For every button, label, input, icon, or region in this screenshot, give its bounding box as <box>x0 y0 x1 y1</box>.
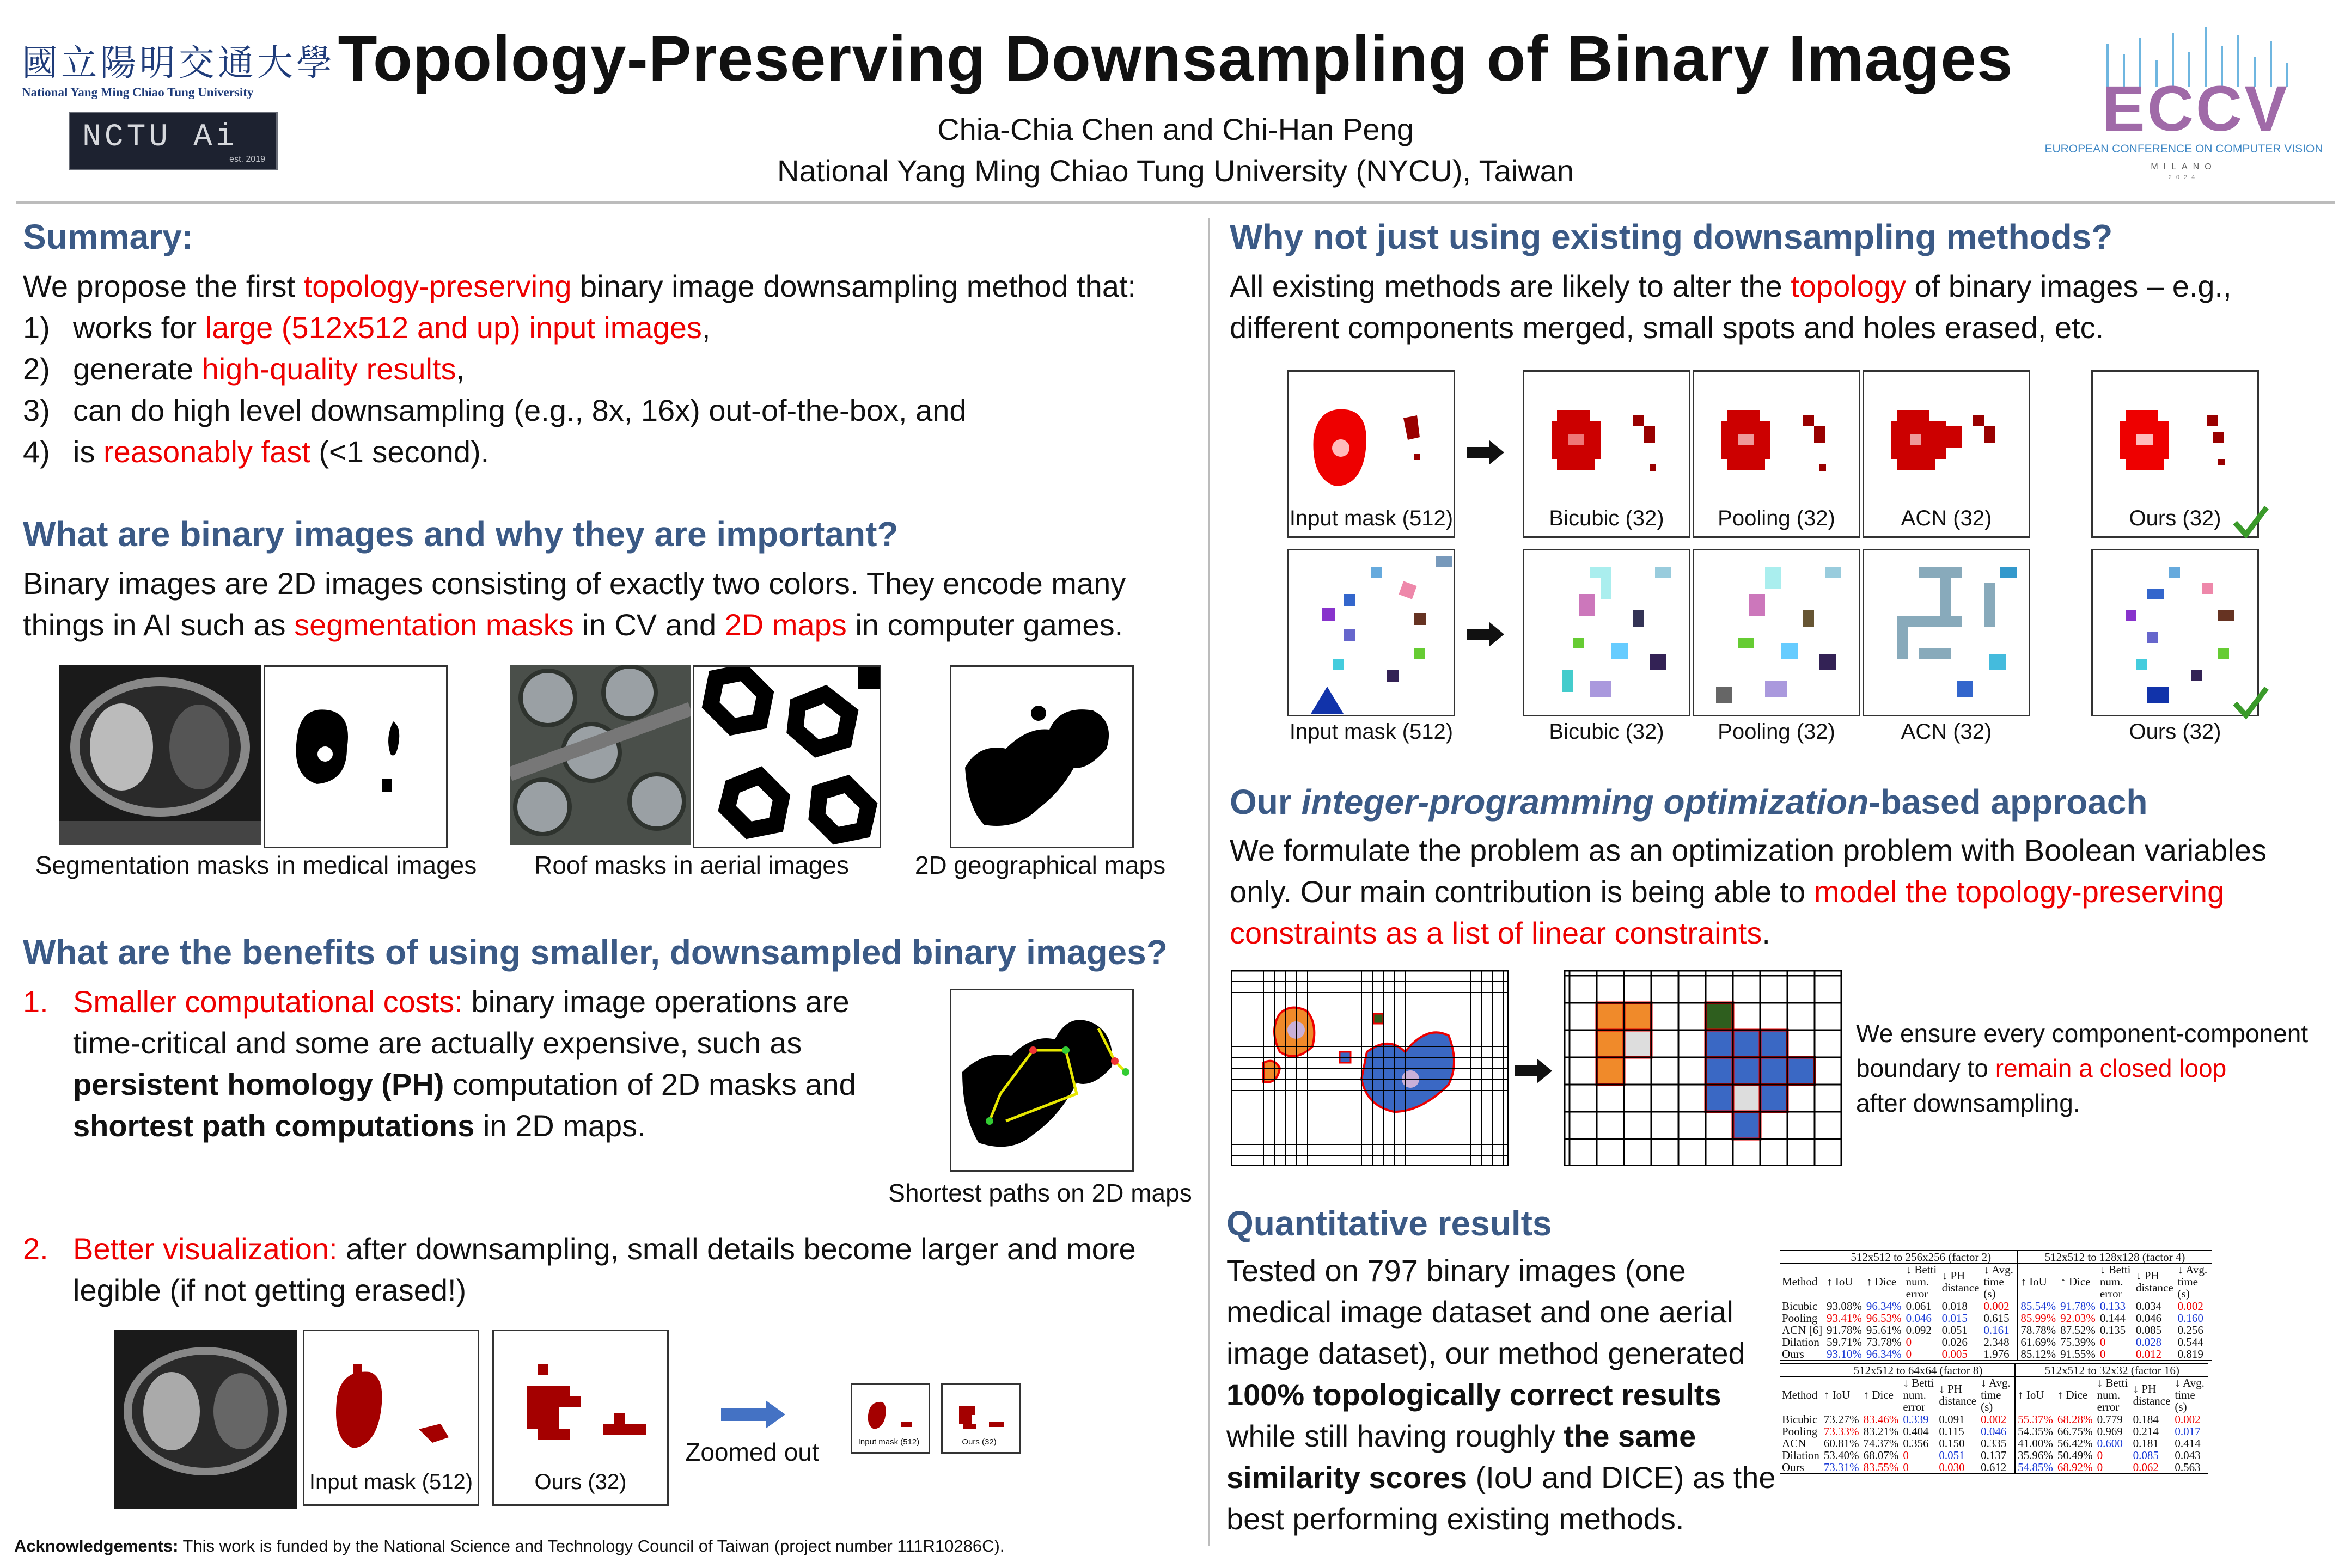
table-cell: 0.115 <box>1939 1425 1964 1438</box>
caption-aerial: Roof masks in aerial images <box>534 851 849 879</box>
affiliation: National Yang Ming Chiao Tung University (NYCU), Taiwan <box>777 154 1574 188</box>
table-cell: 0.563 <box>2175 1461 2201 1474</box>
table-cell: 0 <box>2099 1336 2106 1349</box>
table-row <box>1780 1413 2208 1426</box>
authors: Chia-Chia Chen and Chi-Han Peng <box>937 112 1414 146</box>
table-cell: 0.184 <box>2133 1413 2159 1426</box>
table-method: Bicubic <box>1782 1413 1818 1426</box>
table-col-header: ↓ Betti num. error <box>2097 1376 2128 1413</box>
table-cell: 0.819 <box>2177 1347 2203 1361</box>
table-cell: 87.52% <box>2060 1324 2096 1337</box>
table-cell: 83.21% <box>1863 1425 1899 1438</box>
table-cell: 73.33% <box>1823 1425 1859 1438</box>
approach-body: We formulate the problem as an optimization problem with Boolean variables only. Our main contribution is being able to model the topology-preserving constraints as a list of linear constraints. <box>1230 833 2267 950</box>
table-cell: 0.085 <box>2135 1324 2162 1337</box>
table-cell: 0.062 <box>2133 1461 2159 1474</box>
table-cell: 0.335 <box>1981 1437 2007 1450</box>
why-row2-label-bicubic: Bicubic (32) <box>1549 720 1664 744</box>
table-method: Bicubic <box>1782 1300 1818 1313</box>
table-cell: 96.34% <box>1866 1300 1902 1313</box>
table-group-title: 512x512 to 64x64 (factor 8) <box>1853 1364 1983 1377</box>
shortest-path-image <box>950 989 1134 1172</box>
eccv-logo-year: 2024 <box>2168 174 2200 181</box>
table-col-header: ↓ Betti num. error <box>2099 1263 2131 1300</box>
table-cell: 91.55% <box>2060 1347 2096 1361</box>
approach-heading: Our integer-programming optimization-based approach <box>1230 782 2148 822</box>
nctu-ai-logo-text: NCTU Ai <box>82 120 238 155</box>
ct-scan-image <box>59 665 261 845</box>
why-row2-acn <box>1863 549 2030 716</box>
table-cell: 0.005 <box>1941 1347 1968 1361</box>
binary-heading: What are binary images and why they are important? <box>23 514 899 554</box>
table-method: Pooling <box>1782 1425 1818 1438</box>
table-cell: 0.015 <box>1941 1312 1968 1325</box>
table-cell: 0 <box>2099 1347 2106 1361</box>
table-cell: 0.133 <box>2099 1300 2126 1313</box>
table-cell: 0.160 <box>2177 1312 2203 1325</box>
results-table <box>1780 1250 2346 1474</box>
summary-intro: We propose the first topology-preserving binary image downsampling method that: <box>23 269 1137 303</box>
table-cell: 1.976 <box>1983 1347 2010 1361</box>
table-row <box>1780 1348 2212 1361</box>
table-cell: 0.017 <box>2175 1425 2201 1438</box>
table-cell: 73.31% <box>1823 1461 1859 1474</box>
summary-item-3: 3) can do high level downsampling (e.g., 8x, 16x) out-of-the-box, and <box>23 393 967 427</box>
table-cell: 0.092 <box>1906 1324 1932 1337</box>
table-cell: 0.256 <box>2177 1324 2203 1337</box>
medical-mask-image <box>264 665 448 848</box>
table-cell: 0.028 <box>2135 1336 2162 1349</box>
table-cell: 0.051 <box>1939 1449 1965 1462</box>
table-cell: 0.046 <box>2135 1312 2162 1325</box>
table-row <box>1780 1324 2212 1336</box>
roof-mask-image <box>693 665 881 848</box>
table-cell: 95.61% <box>1866 1324 1902 1337</box>
table-cell: 0 <box>2097 1461 2103 1474</box>
table-method: Ours <box>1782 1461 1804 1474</box>
table-col-header: ↑ IoU <box>1823 1388 1851 1401</box>
table-cell: 56.42% <box>2057 1437 2093 1450</box>
table-cell: 83.55% <box>1863 1461 1899 1474</box>
table-cell: 41.00% <box>2015 1437 2055 1449</box>
nycu-logo-english: National Yang Ming Chiao Tung University <box>22 85 254 99</box>
benefits-heading: What are the benefits of using smaller, downsampled binary images? <box>23 933 1168 972</box>
table-cell: 66.75% <box>2057 1425 2093 1438</box>
table-cell: 85.54% <box>2018 1300 2058 1313</box>
table-cell: 93.41% <box>1827 1312 1862 1325</box>
arrow-right-icon <box>1467 439 1505 466</box>
table-cell: 0.085 <box>2133 1449 2159 1462</box>
table-cell: 0.544 <box>2177 1336 2203 1349</box>
nycu-logo-chinese: 國立陽明交通大學 <box>22 42 335 84</box>
table-cell: 0.161 <box>1983 1324 2010 1337</box>
header-divider <box>16 201 2335 204</box>
table-col-header: ↓ Avg. time (s) <box>1983 1263 2013 1300</box>
table-col-header: ↑ Dice <box>2060 1275 2091 1288</box>
table-col-header: Method <box>1782 1388 1818 1401</box>
summary-item-2: 2) generate high-quality results, <box>23 352 465 386</box>
vis-label-ours: Ours (32) <box>534 1470 627 1494</box>
table-cell: 0.150 <box>1939 1437 1965 1450</box>
table-cell: 0.414 <box>2175 1437 2201 1450</box>
table-cell: 92.03% <box>2060 1312 2096 1325</box>
table-cell: 83.46% <box>1863 1413 1899 1426</box>
benefit-1: 1. Smaller computational costs: binary image operations are time-critical and some are actually expensive, such as persistent homology (PH) computation of 2D masks and shortest path computations in 2D maps. <box>23 984 856 1143</box>
table-cell: 96.34% <box>1866 1347 1902 1361</box>
table-cell: 0.002 <box>2177 1300 2203 1313</box>
table-cell: 35.96% <box>2015 1449 2055 1461</box>
table-method: ACN [6] <box>1782 1324 1823 1337</box>
table-cell: 54.35% <box>2015 1425 2055 1437</box>
table-cell: 0.135 <box>2099 1324 2126 1337</box>
results-heading: Quantitative results <box>1226 1204 1552 1243</box>
table-cell: 0.339 <box>1903 1413 1929 1426</box>
table-col-header: ↓ PH distance <box>1939 1382 1977 1407</box>
caption-geo: 2D geographical maps <box>914 851 1166 879</box>
table-method: Ours <box>1782 1347 1804 1361</box>
table-cell: 93.08% <box>1827 1300 1862 1313</box>
table-col-header: ↓ Betti num. error <box>1903 1376 1934 1413</box>
nctu-ai-logo-est: est. 2019 <box>229 155 265 164</box>
table-cell: 0.018 <box>1941 1300 1968 1313</box>
table-cell: 91.78% <box>1827 1324 1862 1337</box>
table-group-title: 512x512 to 128x128 (factor 4) <box>2018 1251 2211 1264</box>
table-col-header: ↑ Dice <box>1863 1388 1894 1401</box>
table-row <box>1780 1425 2208 1437</box>
table-cell: 50.49% <box>2057 1449 2093 1462</box>
table-cell: 0.030 <box>1939 1461 1965 1474</box>
table-col-header: ↑ IoU <box>1827 1275 1853 1288</box>
table-cell: 54.85% <box>2015 1461 2055 1474</box>
vis-small-label-ours: Ours (32) <box>962 1437 997 1447</box>
table-cell: 0 <box>1906 1347 1912 1361</box>
summary-item-4: 4) is reasonably fast (<1 second). <box>23 434 490 469</box>
why-row1-label-ours: Ours (32) <box>2129 506 2221 530</box>
table-cell: 78.78% <box>2018 1324 2058 1336</box>
why-row2-input <box>1287 549 1455 716</box>
table-cell: 0 <box>1903 1461 1909 1474</box>
table-cell: 0.615 <box>1983 1312 2010 1325</box>
geo-map-image <box>950 665 1134 848</box>
table-col-header: ↑ Dice <box>2057 1388 2088 1401</box>
table-row <box>1780 1449 2208 1461</box>
eccv-logo-city: MILANO <box>2151 162 2217 171</box>
table-cell: 2.348 <box>1983 1336 2010 1349</box>
table-col-header: ↓ Avg. time (s) <box>1981 1376 2011 1413</box>
table-cell: 0.046 <box>1906 1312 1932 1325</box>
benefit-2: 2. Better visualization: after downsampling, small details become larger and more legible (if not getting erased!) <box>23 1232 1136 1307</box>
why-row2-bicubic <box>1523 549 1690 716</box>
eccv-logo-fullname: EUROPEAN CONFERENCE ON COMPUTER VISION <box>2044 143 2323 155</box>
table-cell: 53.40% <box>1823 1449 1859 1462</box>
table-cell: 60.81% <box>1823 1437 1859 1450</box>
why-row2-label-acn: ACN (32) <box>1901 720 1992 744</box>
table-group-title: 512x512 to 256x256 (factor 2) <box>1851 1251 1992 1264</box>
table-cell: 55.37% <box>2015 1413 2055 1426</box>
table-cell: 0.137 <box>1981 1449 2007 1462</box>
why-row1-label-input: Input mask (512) <box>1289 506 1454 530</box>
vis-small-label-input: Input mask (512) <box>858 1437 920 1447</box>
table-method: ACN <box>1782 1437 1806 1450</box>
table-cell: 0.043 <box>2175 1449 2201 1462</box>
grid-before <box>1231 970 1509 1166</box>
binary-body: Binary images are 2D images consisting of exactly two colors. They encode many things in AI such as segmentation masks in CV and 2D maps in computer games. <box>23 566 1126 642</box>
table-cell: 0.404 <box>1903 1425 1929 1438</box>
table-col-header: ↑ IoU <box>2015 1377 2055 1413</box>
table-cell: 0.091 <box>1939 1413 1965 1426</box>
summary-item-1: 1) works for large (512x512 and up) input images, <box>23 310 711 345</box>
table-cell: 0 <box>1906 1336 1912 1349</box>
table-col-header: Method <box>1782 1275 1818 1288</box>
table-col-header: ↓ Avg. time (s) <box>2177 1263 2208 1300</box>
table-col-header: ↓ PH distance <box>1941 1269 1980 1294</box>
table-group-title: 512x512 to 32x32 (factor 16) <box>2015 1364 2208 1377</box>
table-col-header: ↑ Dice <box>1866 1275 1897 1288</box>
caption-shortest-paths: Shortest paths on 2D maps <box>888 1179 1192 1207</box>
column-divider <box>1208 218 1210 1546</box>
table-cell: 73.27% <box>1823 1413 1859 1426</box>
table-cell: 93.10% <box>1827 1347 1862 1361</box>
table-row <box>1780 1300 2212 1313</box>
why-heading: Why not just using existing downsampling methods? <box>1230 217 2113 256</box>
table-row <box>1780 1312 2212 1324</box>
table-cell: 0.612 <box>1981 1461 2007 1474</box>
table-row <box>1780 1461 2208 1474</box>
table-cell: 0.012 <box>2135 1347 2162 1361</box>
arrow-right-icon <box>1515 1057 1553 1085</box>
why-row2-label-pooling: Pooling (32) <box>1718 720 1835 744</box>
results-table-bottom <box>1780 1363 2208 1474</box>
why-row2-label-input: Input mask (512) <box>1289 720 1454 744</box>
table-cell: 0.046 <box>1981 1425 2007 1438</box>
results-table-top <box>1780 1250 2212 1361</box>
arrow-right-icon <box>721 1398 786 1431</box>
summary-heading: Summary: <box>23 217 193 256</box>
table-cell: 75.39% <box>2060 1336 2096 1349</box>
table-cell: 85.12% <box>2018 1348 2058 1361</box>
table-cell: 91.78% <box>2060 1300 2096 1313</box>
why-row1-label-bicubic: Bicubic (32) <box>1549 506 1664 530</box>
table-cell: 68.92% <box>2057 1461 2093 1474</box>
table-cell: 0.144 <box>2099 1312 2126 1325</box>
table-col-header: ↓ Avg. time (s) <box>2175 1376 2205 1413</box>
author-block <box>0 109 2351 192</box>
table-cell: 0.356 <box>1903 1437 1929 1450</box>
table-cell: 0.034 <box>2135 1300 2162 1313</box>
table-cell: 0 <box>2097 1449 2103 1462</box>
table-cell: 0 <box>1903 1449 1909 1462</box>
grid-after <box>1564 970 1842 1166</box>
why-row2-pooling <box>1693 549 1860 716</box>
table-method: Dilation <box>1782 1449 1819 1462</box>
table-cell: 0.181 <box>2133 1437 2159 1450</box>
why-row1-label-pooling: Pooling (32) <box>1718 506 1835 530</box>
table-cell: 0.214 <box>2133 1425 2159 1438</box>
table-cell: 85.99% <box>2018 1312 2058 1324</box>
table-cell: 96.53% <box>1866 1312 1902 1325</box>
table-cell: 0.026 <box>1941 1336 1968 1349</box>
acknowledgements: Acknowledgements: This work is funded by the National Science and Technology Council of Taiwan (project number 111R10286C). <box>14 1536 1005 1555</box>
table-method: Pooling <box>1782 1312 1818 1325</box>
table-cell: 0.061 <box>1906 1300 1932 1313</box>
caption-medical: Segmentation masks in medical images <box>35 851 477 879</box>
table-cell: 0.600 <box>2097 1437 2123 1450</box>
table-cell: 0.969 <box>2097 1425 2123 1438</box>
aerial-image <box>510 665 691 845</box>
table-cell: 68.28% <box>2057 1413 2093 1426</box>
table-cell: 0.002 <box>1983 1300 2010 1313</box>
approach-side-note: We ensure every component-component boundary to remain a closed loop after downsampling. <box>1856 1019 2309 1117</box>
table-cell: 0.779 <box>2097 1413 2123 1426</box>
summary-body <box>23 266 1205 473</box>
table-cell: 0.051 <box>1941 1324 1968 1337</box>
table-cell: 73.78% <box>1866 1336 1902 1349</box>
table-row <box>1780 1336 2212 1348</box>
table-method: Dilation <box>1782 1336 1819 1349</box>
checkmark-icon <box>2232 684 2270 722</box>
eccv-logo-text: ECCV <box>2102 73 2289 145</box>
why-row1-label-acn: ACN (32) <box>1901 506 1992 530</box>
table-cell: 74.37% <box>1863 1437 1899 1450</box>
why-row2-label-ours: Ours (32) <box>2129 720 2221 744</box>
eccv-logo <box>2031 22 2336 185</box>
table-row <box>1780 1437 2208 1449</box>
table-col-header: ↓ PH distance <box>2135 1269 2173 1294</box>
table-cell: 0.002 <box>2175 1413 2201 1426</box>
zoomed-out-label: Zoomed out <box>685 1438 819 1466</box>
table-col-header: ↑ IoU <box>2018 1264 2058 1300</box>
table-cell: 68.07% <box>1863 1449 1899 1462</box>
arrow-right-icon <box>1467 621 1505 648</box>
table-cell: 0.002 <box>1981 1413 2007 1426</box>
results-body: Tested on 797 binary images (one medical image dataset and one aerial image dataset), our method generated 100% topologically correct results while still having roughly the same similarity scores (IoU and DICE) as the best performing existing methods. <box>1226 1253 1776 1536</box>
table-col-header: ↓ PH distance <box>2133 1382 2171 1407</box>
vis-ct-image <box>114 1330 297 1509</box>
poster-title: Topology-Preserving Downsampling of Binary Images <box>338 23 2013 95</box>
vis-label-input: Input mask (512) <box>309 1470 473 1494</box>
table-col-header: ↓ Betti num. error <box>1906 1263 1937 1300</box>
table-cell: 61.69% <box>2018 1336 2058 1348</box>
table-cell: 59.71% <box>1827 1336 1862 1349</box>
why-body: All existing methods are likely to alter the topology of binary images – e.g., different components merged, small spots and holes erased, etc. <box>1230 269 2232 345</box>
